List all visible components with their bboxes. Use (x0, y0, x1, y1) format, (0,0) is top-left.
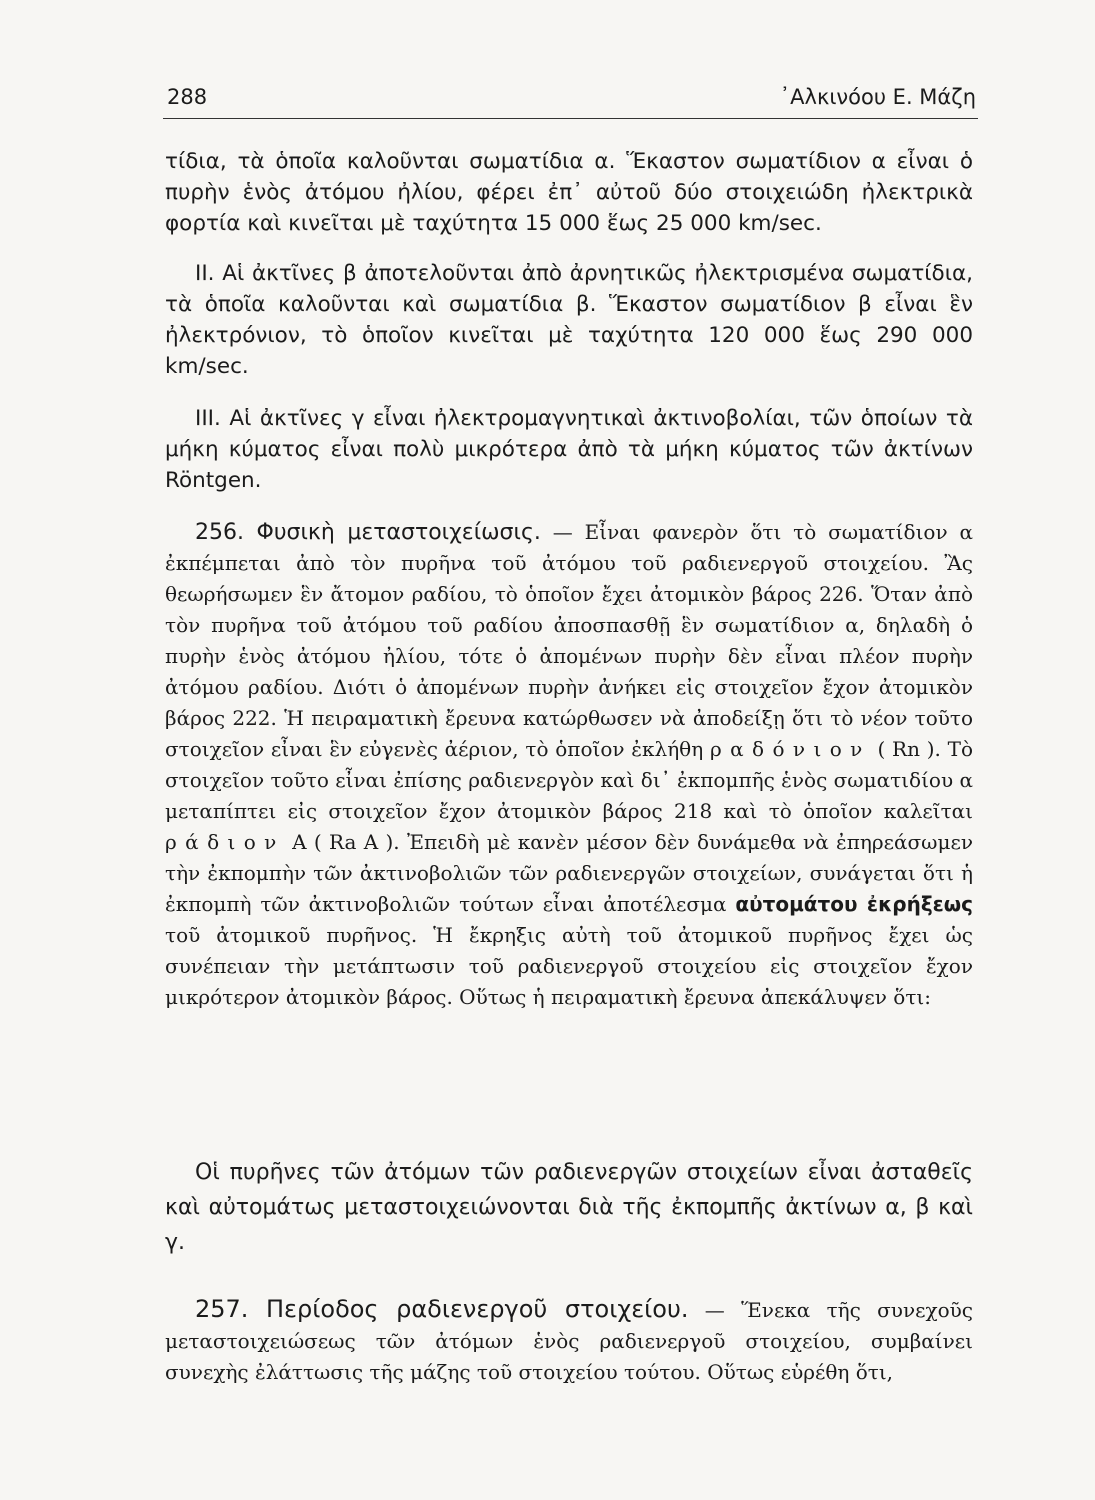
radium-a-name: ράδιον (165, 830, 285, 854)
page-number: 288 (167, 85, 208, 109)
section-257-paragraph (165, 1294, 973, 1388)
radon-name: ραδόνιον (709, 737, 871, 761)
explosion-consequence-text: τοῦ ἀτομικοῦ πυρῆνος. Ἡ ἔκρηξις αὐτὴ τοῦ ἀτομικοῦ πυρῆνος ἔχει ὡς συνέπειαν τὴν μετάπτωσιν τοῦ ραδιενεργοῦ στοιχείου εἰς στοιχεῖον ἔχον μικρότερον ἀτομικὸν βάρος. Οὕτως ἡ πειραματικὴ ἔρευνα ἀπεκάλυψεν ὅτι: (165, 923, 973, 1009)
beta-rays-paragraph: ΙΙ. Αἱ ἀκτῖνες β ἀποτελοῦνται ἀπὸ ἀρνητικῶς ἠλεκτρισμένα σωματίδια, τὰ ὁποῖα καλοῦνται καὶ σωματίδια β. Ἕκαστον σωματίδιον β εἶναι ἓν ἠλεκτρόνιον, τὸ ὁποῖον κινεῖται μὲ ταχύτητα 120 000 ἕως 290 000 km/sec. (165, 261, 973, 379)
radon-symbol: ( Rn ). (877, 737, 941, 761)
section-256-paragraph (165, 517, 973, 1013)
gamma-rays-paragraph: ΙΙΙ. Αἱ ἀκτῖνες γ εἶναι ἠλεκτρομαγνητικαὶ ἀκτινοβολίαι, τῶν ὁποίων τὰ μήκη κύματος εἶναι πολὺ μικρότερα ἀπὸ τὰ μήκη κύματος τῶν ἀκτίνων Röntgen. (165, 406, 973, 493)
alpha-particles-paragraph: τίδια, τὰ ὁποῖα καλοῦνται σωματίδια α. Ἕκαστον σωματίδιον α εἶναι ὁ πυρὴν ἑνὸς ἀτόμου ἠλίου, φέρει ἐπ᾿ αὐτοῦ δύο στοιχειώδη ἠλεκτρικὰ φορτία καὶ κινεῖται μὲ ταχύτητα 15 000 ἕως 25 000 km/sec. (165, 149, 973, 236)
section-257-heading: 257. Περίοδος ραδιενεργοῦ στοιχείου. (195, 1295, 689, 1323)
page-header (163, 82, 978, 119)
instability-conclusion: Οἱ πυρῆνες τῶν ἀτόμων τῶν ραδιενεργῶν στοιχείων εἶναι ἀσταθεῖς καὶ αὐτομάτως μεταστοιχειώνονται διὰ τῆς ἐκπομπῆς ἀκτίνων α, β καὶ γ. (165, 1160, 973, 1255)
radium-a-symbol: Α ( Ra A ). (292, 830, 400, 854)
explosion-cause-text: Ἐπειδὴ μὲ κανὲν μέσον δὲν δυνάμεθα νὰ ἐπηρεάσωμεν τὴν ἐκπομπὴν τῶν ἀκτινοβολιῶν τῶν ραδιενεργῶν στοιχείων, συνάγεται ὅτι ἡ ἐκπομπὴ τῶν ἀκτινοβολιῶν τούτων εἶναι ἀποτέλεσμα (165, 830, 973, 916)
section-257-text: — Ἕνεκα τῆς συνεχοῦς μεταστοιχειώσεως τῶν ἀτόμων ἑνὸς ραδιενεργοῦ στοιχείου, συμβαίνει συνεχὴς ἐλάττωσις τῆς μάζης τοῦ στοιχείου τούτου. Οὕτως εὑρέθη ὅτι, (165, 1298, 973, 1384)
section-256-heading: 256. Φυσικὴ μεταστοιχείωσις. (195, 520, 541, 545)
running-head: ᾿Αλκινόου Ε. Μάζη (779, 85, 976, 109)
radon-decay-text: Τὸ στοιχεῖον τοῦτο εἶναι ἐπίσης ραδιενεργὸν καὶ δι᾿ ἐκπομπῆς ἑνὸς σωματιδίου α μεταπίπτει εἰς στοιχεῖον ἔχον ἀτομικὸν βάρος 218 καὶ τὸ ὁποῖον καλεῖται (165, 737, 973, 823)
spontaneous-explosion-emphasis: αὐτομάτου ἐκρήξεως (735, 892, 974, 916)
section-256-intro: — Εἶναι φανερὸν ὅτι τὸ σωματίδιον α ἐκπέμπεται ἀπὸ τὸν πυρῆνα τοῦ ἀτόμου τοῦ ραδιενεργοῦ στοιχείου. Ἂς θεωρήσωμεν ἓν ἄτομον ραδίου, τὸ ὁποῖον ἔχει ἀτομικὸν βάρος 226. Ὅταν ἀπὸ τὸν πυρῆνα τοῦ ἀτόμου τοῦ ραδίου ἀποσπασθῇ ἓν σωματίδιον α, δηλαδὴ ὁ πυρὴν ἑνὸς ἀτόμου ἠλίου, τότε ὁ ἀπομένων πυρὴν δὲν εἶναι πλέον πυρὴν ἀτόμου ραδίου. Διότι ὁ ἀπομένων πυρὴν ἀνήκει εἰς στοιχεῖον ἔχον ἀτομικὸν βάρος 222. Ἡ πειραματικὴ ἔρευνα κατώρθωσεν νὰ ἀποδείξῃ ὅτι τὸ νέον τοῦτο στοιχεῖον εἶναι ἓν εὐγενὲς ἀέριον, τὸ ὁποῖον ἐκλήθη (165, 520, 973, 761)
